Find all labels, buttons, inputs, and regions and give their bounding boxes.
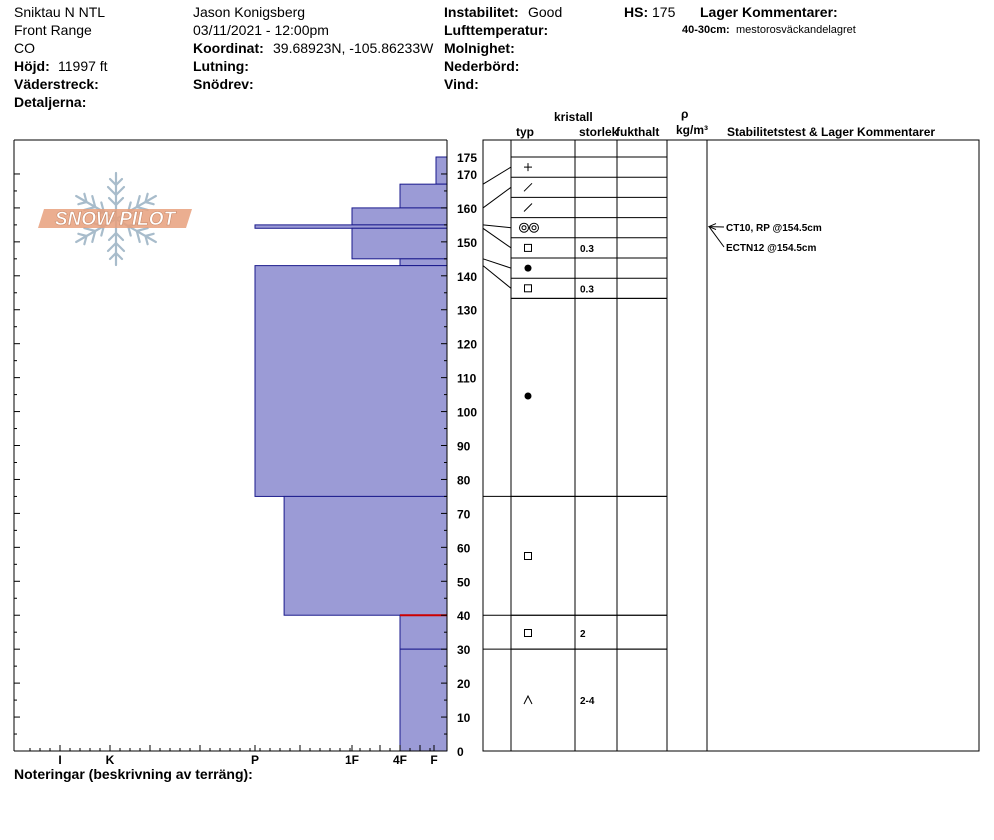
density-symbol: ρ: [681, 107, 689, 121]
y-tick-label: 110: [457, 371, 477, 386]
hs-value: 175: [652, 4, 676, 20]
hardness-layer: [255, 266, 447, 497]
layer-comments-title: Lager Kommentarer:: [700, 4, 838, 20]
stability-test-label: CT10, RP @154.5cm: [726, 223, 822, 234]
hardness-layer: [400, 649, 447, 751]
hardness-tick-label: F: [430, 753, 438, 767]
grain-depth-hoar-icon: [524, 696, 532, 704]
layer-comment-text: mestorosväckandelagret: [736, 24, 856, 36]
y-tick-label: 140: [457, 269, 478, 284]
size-column-header: storlek: [579, 125, 619, 139]
precipitation-label: Nederbörd:: [444, 58, 520, 74]
elevation-value: 11997 ft: [58, 58, 108, 74]
slope-label: Lutning:: [193, 58, 249, 74]
grain-faceted-icon: [525, 244, 532, 251]
drift-label: Snödrev:: [193, 76, 254, 92]
hardness-layer: [352, 228, 447, 259]
grain-decomposing-icon: [524, 204, 532, 212]
observer-name: Jason Konigsberg: [193, 4, 306, 20]
notes-label: Noteringar (beskrivning av terräng):: [14, 766, 253, 782]
location-name: Sniktau N NTL: [14, 4, 106, 20]
stability-column-header: Stabilitetstest & Lager Kommentarer: [727, 125, 936, 139]
hs-label: HS:: [624, 4, 649, 20]
y-tick-label: 60: [457, 541, 471, 556]
y-tick-label: 90: [457, 439, 471, 454]
hardness-tick-label: K: [105, 753, 115, 767]
observation-datetime: 03/11/2021 - 12:00pm: [193, 22, 329, 38]
grain-rounded-icon: [525, 265, 532, 272]
y-tick-label: 120: [457, 337, 478, 352]
layer-connector: [483, 259, 511, 268]
hardness-tick-label: 4F: [392, 753, 408, 767]
y-tick-label: 175: [457, 151, 478, 165]
y-tick-label: 170: [457, 167, 478, 182]
grain-decomposing-icon: [524, 183, 532, 191]
hardness-layer: [400, 259, 447, 266]
grain-size-label: 2: [580, 629, 586, 640]
y-tick-label: 20: [457, 677, 471, 692]
stability-test-label: ECTN12 @154.5cm: [726, 243, 817, 254]
moisture-column-header: fukthalt: [616, 125, 660, 139]
hardness-layer: [284, 496, 447, 615]
logo-text: SNOW PILOT: [54, 209, 176, 230]
layer-connector: [483, 225, 511, 228]
clouds-label: Molnighet:: [444, 40, 515, 56]
grain-size-label: 2-4: [580, 696, 595, 707]
details-label: Detaljerna:: [14, 94, 87, 110]
grain-faceted-icon: [525, 553, 532, 560]
y-tick-label: 10: [457, 711, 471, 726]
hardness-layers: [255, 157, 447, 751]
aspect-label: Väderstreck:: [14, 76, 99, 92]
coordinates-label: Koordinat:: [193, 40, 264, 56]
grain-faceted-icon: [525, 630, 532, 637]
density-unit: kg/m³: [676, 123, 709, 137]
layer-connector: [483, 228, 511, 248]
y-tick-label: 70: [457, 507, 471, 522]
crystal-column-header: kristall: [554, 110, 593, 124]
wind-label: Vind:: [444, 76, 479, 92]
hardness-layer: [400, 184, 447, 208]
snowpilot-logo: [36, 168, 196, 270]
grain-size-label: 0.3: [580, 243, 594, 255]
stability-value: Good: [528, 4, 563, 20]
grain-rounded-pair-icon: [520, 223, 539, 232]
air-temp-label: Lufttemperatur:: [444, 22, 549, 38]
y-tick-label: 50: [457, 575, 471, 590]
hardness-layer: [255, 225, 447, 228]
grain-precip-icon: [524, 163, 532, 171]
y-tick-label: 100: [457, 405, 478, 420]
test-pointer-line: [709, 227, 724, 247]
layer-connector: [483, 167, 511, 184]
layer-connector: [483, 187, 511, 208]
layer-comment-range: 40-30cm:: [682, 24, 730, 36]
hardness-layer: [400, 615, 447, 649]
hardness-layer: [436, 157, 447, 184]
y-tick-label: 40: [457, 609, 471, 624]
mountain-range: Front Range: [14, 22, 92, 38]
y-tick-label: 160: [457, 201, 478, 216]
hardness-tick-label: I: [58, 753, 62, 767]
grain-size-label: 0.3: [580, 284, 594, 296]
elevation-label: Höjd:: [14, 58, 50, 74]
hardness-axis: [30, 745, 438, 767]
layer-connector: [483, 266, 511, 289]
coordinates-value: 39.68923N, -105.86233W: [273, 40, 434, 56]
state: CO: [14, 40, 35, 56]
y-tick-label: 80: [457, 473, 471, 488]
stability-tests: [709, 223, 822, 254]
y-tick-label: 30: [457, 643, 471, 658]
y-tick-label: 130: [457, 303, 478, 318]
hardness-tick-label: P: [250, 753, 260, 767]
type-column-header: typ: [516, 125, 534, 139]
y-tick-label: 150: [457, 235, 478, 250]
hardness-layer: [352, 208, 447, 225]
y-tick-label: 0: [457, 745, 464, 759]
hardness-tick-label: 1F: [344, 753, 360, 767]
grain-faceted-icon: [525, 285, 532, 292]
grain-rounded-icon: [525, 393, 532, 400]
stability-label: Instabilitet:: [444, 4, 519, 20]
